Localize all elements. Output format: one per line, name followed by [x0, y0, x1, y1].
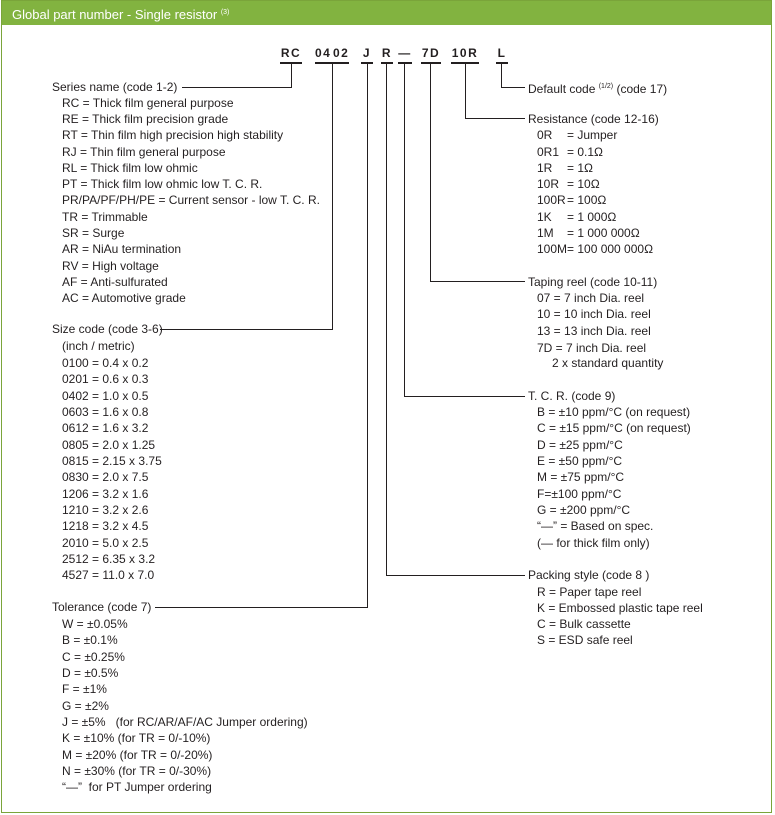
series-item: RE = Thick film precision grade — [62, 112, 229, 126]
series-title: Series name (code 1-2) — [52, 80, 178, 94]
tcr-title: T. C. R. (code 9) — [528, 389, 616, 403]
code-size-metric: 02 — [333, 46, 350, 60]
tcr-item: G = ±200 ppm/°C — [537, 503, 631, 517]
series-item: TR = Trimmable — [62, 210, 148, 224]
tcr-item: D = ±25 ppm/°C — [537, 438, 623, 452]
connector-taping-v — [430, 64, 431, 282]
code-tcr: — — [398, 46, 412, 60]
taping-title: Taping reel (code 10-11) — [528, 275, 658, 289]
series-item: SR = Surge — [62, 226, 125, 240]
resistance-value: = 10Ω — [567, 177, 600, 191]
tolerance-item: G = ±2% — [62, 699, 109, 713]
resistance-code: 100R — [537, 193, 566, 207]
default-code-label: Default code $^{(1/2)}$ (code 17) — [528, 82, 668, 96]
tolerance-item: W = ±0.05% — [62, 617, 128, 631]
resistance-value: = Jumper — [567, 128, 618, 142]
resistance-title: Resistance (code 12-16) — [528, 112, 659, 126]
taping-item: 07 = 7 inch Dia. reel — [537, 291, 645, 305]
connector-resistance-h — [465, 118, 525, 119]
tolerance-item: F = ±1% — [62, 682, 107, 696]
tcr-item: “—” = Based on spec. — [537, 519, 654, 533]
size-item: 1210 = 3.2 x 2.6 — [62, 503, 149, 517]
code-packing-underline — [381, 62, 393, 64]
series-item: RL = Thick film low ohmic — [62, 161, 198, 175]
series-item: AC = Automotive grade — [62, 291, 186, 305]
size-item: 0402 = 1.0 x 0.5 — [62, 389, 149, 403]
packing-item: C = Bulk cassette — [537, 617, 631, 631]
size-item: 0815 = 2.15 x 3.75 — [62, 454, 162, 468]
size-item: 0830 = 2.0 x 7.5 — [62, 470, 149, 484]
panel-title: Global part number - Single resistor — [12, 7, 218, 22]
code-size-inch: 04 — [315, 46, 332, 60]
size-item: 0201 = 0.6 x 0.3 — [62, 372, 149, 386]
tolerance-item: J = ±5% (for RC/AR/AF/AC Jumper ordering) — [62, 715, 308, 729]
tolerance-item: “—” for PT Jumper ordering — [62, 780, 212, 794]
tcr-item: F=±100 ppm/°C — [537, 487, 622, 501]
tolerance-item: C = ±0.25% — [62, 650, 125, 664]
size-item: 0100 = 0.4 x 0.2 — [62, 356, 149, 370]
size-item: 1206 = 3.2 x 1.6 — [62, 487, 149, 501]
panel-title-note: (3) — [220, 9, 230, 16]
tolerance-title: Tolerance (code 7) — [52, 600, 152, 614]
resistance-value: = 100 000 000Ω — [567, 242, 654, 256]
resistance-code: 10R — [537, 177, 560, 191]
size-item: 2512 = 6.35 x 3.2 — [62, 552, 156, 566]
size-item: 2010 = 5.0 x 2.5 — [62, 536, 149, 550]
code-resistance: 10R — [451, 46, 479, 60]
tcr-item: (— for thick film only) — [537, 536, 650, 550]
resistance-value: = 1 000Ω — [567, 210, 617, 224]
connector-series-v — [291, 64, 292, 88]
connector-tcr-v — [404, 64, 405, 397]
code-default-underline — [496, 62, 508, 64]
tcr-item: B = ±10 ppm/°C (on request) — [537, 405, 691, 419]
taping-item: 10 = 10 inch Dia. reel — [537, 307, 651, 321]
resistance-value: = 0.1Ω — [567, 145, 603, 159]
size-item: 0805 = 2.0 x 1.25 — [62, 438, 156, 452]
resistance-code: 0R1 — [537, 145, 560, 159]
connector-size-h — [160, 329, 333, 330]
code-taping-underline — [421, 62, 441, 64]
connector-packing-v — [386, 64, 387, 576]
size-item: 0603 = 1.6 x 0.8 — [62, 405, 149, 419]
resistance-code: 0R — [537, 128, 553, 142]
connector-tolerance-v — [367, 64, 368, 608]
series-item: RV = High voltage — [62, 259, 159, 273]
code-tolerance: J — [362, 46, 372, 60]
series-item: PR/PA/PF/PH/PE = Current sensor - low T. C. R. — [62, 193, 320, 207]
size-item: 1218 = 3.2 x 4.5 — [62, 519, 149, 533]
series-item: RT = Thin film high precision high stability — [62, 128, 284, 142]
size-subtitle: (inch / metric) — [62, 339, 135, 353]
series-item: AF = Anti-sulfurated — [62, 275, 168, 289]
connector-tolerance-h — [155, 607, 368, 608]
resistance-value: = 100Ω — [567, 193, 607, 207]
resistance-code: 1M — [537, 226, 554, 240]
tolerance-item: D = ±0.5% — [62, 666, 119, 680]
packing-item: S = ESD safe reel — [537, 633, 633, 647]
packing-item: K = Embossed plastic tape reel — [537, 601, 703, 615]
series-item: RJ = Thin film general purpose — [62, 145, 226, 159]
connector-resistance-v — [465, 64, 466, 119]
code-packing: R — [381, 46, 393, 60]
tolerance-item: N = ±30% (for TR = 0/-30%) — [62, 764, 212, 778]
taping-item: 13 = 13 inch Dia. reel — [537, 324, 651, 338]
connector-taping-h — [430, 281, 525, 282]
connector-packing-h — [386, 575, 525, 576]
size-title: Size code (code 3-6) — [52, 322, 163, 336]
packing-title: Packing style (code 8 ) — [528, 568, 650, 582]
series-item: RC = Thick film general purpose — [62, 96, 234, 110]
taping-item: 7D = 7 inch Dia. reel — [537, 341, 647, 355]
resistance-code: 1R — [537, 161, 553, 175]
taping-item-continuation: 2 x standard quantity — [552, 356, 664, 370]
connector-default-h — [501, 87, 525, 88]
size-item: 0612 = 1.6 x 3.2 — [62, 421, 149, 435]
series-item: PT = Thick film low ohmic low T. C. R. — [62, 177, 263, 191]
code-taping: 7D — [421, 46, 441, 60]
code-tcr-underline — [398, 62, 412, 64]
tolerance-item: M = ±20% (for TR = 0/-20%) — [62, 748, 213, 762]
connector-series-h — [182, 87, 292, 88]
connector-default-v — [501, 64, 502, 88]
panel-header — [2, 1, 771, 25]
size-item: 4527 = 11.0 x 7.0 — [62, 568, 155, 582]
series-item: AR = NiAu termination — [62, 242, 182, 256]
code-default: L — [497, 46, 507, 60]
connector-size-v — [332, 64, 333, 330]
tolerance-item: K = ±10% (for TR = 0/-10%) — [62, 731, 211, 745]
packing-item: R = Paper tape reel — [537, 585, 642, 599]
code-series: RC — [280, 46, 302, 60]
tcr-item: C = ±15 ppm/°C (on request) — [537, 421, 691, 435]
connector-tcr-h — [404, 396, 525, 397]
tcr-item: M = ±75 ppm/°C — [537, 470, 625, 484]
resistance-value: = 1 000 000Ω — [567, 226, 640, 240]
tcr-item: E = ±50 ppm/°C — [537, 454, 623, 468]
tolerance-item: B = ±0.1% — [62, 633, 118, 647]
resistance-code: 100M — [537, 242, 568, 256]
resistance-value: = 1Ω — [567, 161, 593, 175]
resistance-code: 1K — [537, 210, 552, 224]
